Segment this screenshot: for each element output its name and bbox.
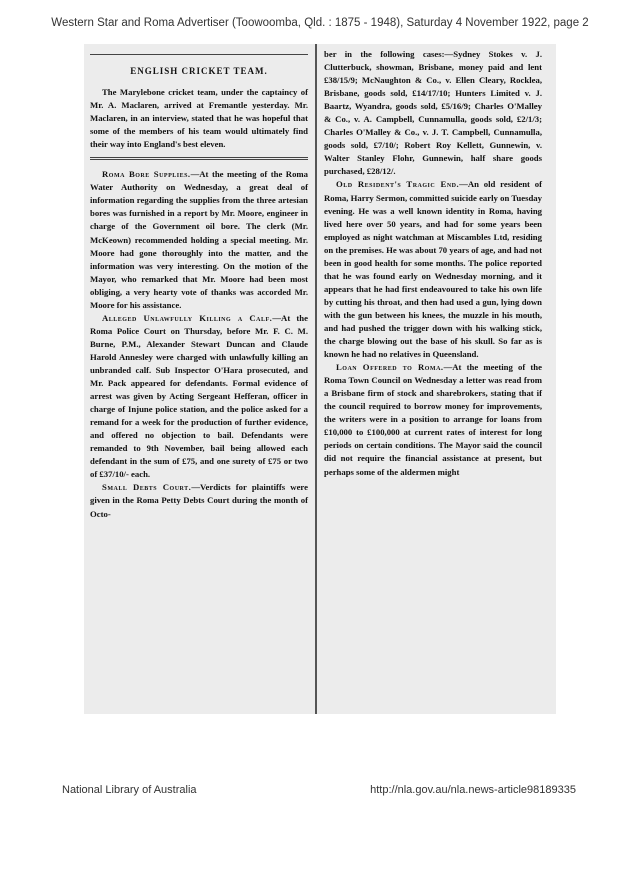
debts-heading: Small Debts Court. (102, 482, 192, 493)
section-rule (90, 157, 308, 160)
bore-article (90, 168, 308, 312)
footer-source: National Library of Australia (62, 784, 197, 796)
calf-heading: Alleged Unlawfully Killing a Calf. (102, 312, 273, 323)
calf-text: —At the Roma Police Court on Thursday, before Mr. F. C. M. Burne, P.M., Alexander Stewart Duncan and Claude Harold Annesley were charged with unlawfully killing an unbranded calf. Sub Inspector O'Hara prosecuted, and Mr. Pack appeared for defendants. Formal evidence of arrest was given by Acting Sergeant Hefferan, officer in charge of Injune police station, and the police asked for a remand for a week for the production of further evidence, and offered no objection to bail. Defendants were remanded to 9th November, bail being allowed each defendant in the sum of £75, and one surety of £75 or two of £37/10/- each. (90, 312, 308, 480)
resident-text: —An old resident of Roma, Harry Sermon, committed suicide early on Tuesday evening. He was a well known identity in Roma, having lived here over 50 years, and had for some years been employed as night watchman at Miscambles Ltd, residing on the premises. He was about 70 years of age, and had not been in good health for some months. The police reported that he was found early on Wednesday morning, and it appears that he had first endeavoured to take his own life by cutting his throat, and then had used a gun, lying down with the gun between his knees, the muzzle in his mouth, and had pushed the trigger down with his walking stick, the charge blowing out the base of his skull. So far as is known he had no relatives in Queensland. (324, 179, 543, 360)
cricket-headline: ENGLISH CRICKET TEAM. (130, 66, 268, 76)
top-rule (90, 54, 308, 55)
bore-heading: Roma Bore Supplies. (102, 169, 191, 180)
right-column (324, 48, 542, 479)
newspaper-scan (84, 44, 556, 714)
debts-article (90, 481, 308, 520)
page-citation: Western Star and Roma Advertiser (Toowoomba, Qld. : 1875 - 1948), Saturday 4 November 1922, page 2 (51, 17, 589, 29)
resident-article (324, 178, 542, 361)
footer-link[interactable]: http://nla.gov.au/nla.news-article98189335 (370, 784, 576, 796)
calf-article (90, 312, 308, 482)
bore-text: —At the meeting of the Roma Water Authority on Wednesday, a great deal of information regarding the supplies from the three artesian bores was furnished in a report by Mr. Moore, engineer in charge of the Government oil bore. The clerk (Mr. McKeown) recommended holding a special meeting. Mr. Moore had gone thoroughly into the matter, and the information was very interesting. On the motion of the Mayor, who remarked that Mr. Moore had been most obliging, a very hearty vote of thanks was accorded Mr. Moore for his assistance. (90, 169, 308, 310)
loan-heading: Loan Offered to Roma. (336, 362, 444, 373)
debts-text: —Verdicts for plaintiffs were given in the Roma Petty Debts Court during the month of Octo- (90, 482, 308, 519)
loan-article (324, 361, 542, 478)
column-divider (315, 44, 317, 714)
left-column (90, 48, 308, 521)
debts-continued: ber in the following cases:—Sydney Stokes v. J. Clutterbuck, showman, Brisbane, money paid and lent £38/15/9; McNaughton & Co., v. Ellen Cleary, Rocklea, Brisbane, goods sold, £14/17/10; Hunters Limited v. J. Baartz, Wyandra, goods sold, £5/16/9; Charles O'Malley & Co., v. A. Campbell, Cunnamulla, goods sold, £2/1/3; Charles O'Malley & Co., v. J. T. Campbell, Cunnamulla, goods sold, £7/10/; Robert Roy Kellett, Gunnewin, v. Walter Stanley Flohr, Gunnewin, half share goods purchased, £28/12/. (324, 49, 542, 177)
loan-text: —At the meeting of the Roma Town Council on Wednesday a letter was read from a Brisbane firm of stock and sharebrokers, stating that if the council required to borrow money for improvements, the writers were in a position to arrange for loans from £10,000 to £100,000 at current rates of interest for long periods on certain conditions. The Mayor said the council did not require the financial assistance at present, but perhaps some of the aldermen might (324, 362, 542, 477)
resident-heading: Old Resident's Tragic End. (336, 179, 460, 190)
cricket-article: The Marylebone cricket team, under the captaincy of Mr. A. Maclaren, arrived at Fremantle yesterday. Mr. Maclaren, in an interview, stated that he was hopeful that some of the members of his team would ultimately find their way into England's best eleven. (90, 87, 308, 150)
